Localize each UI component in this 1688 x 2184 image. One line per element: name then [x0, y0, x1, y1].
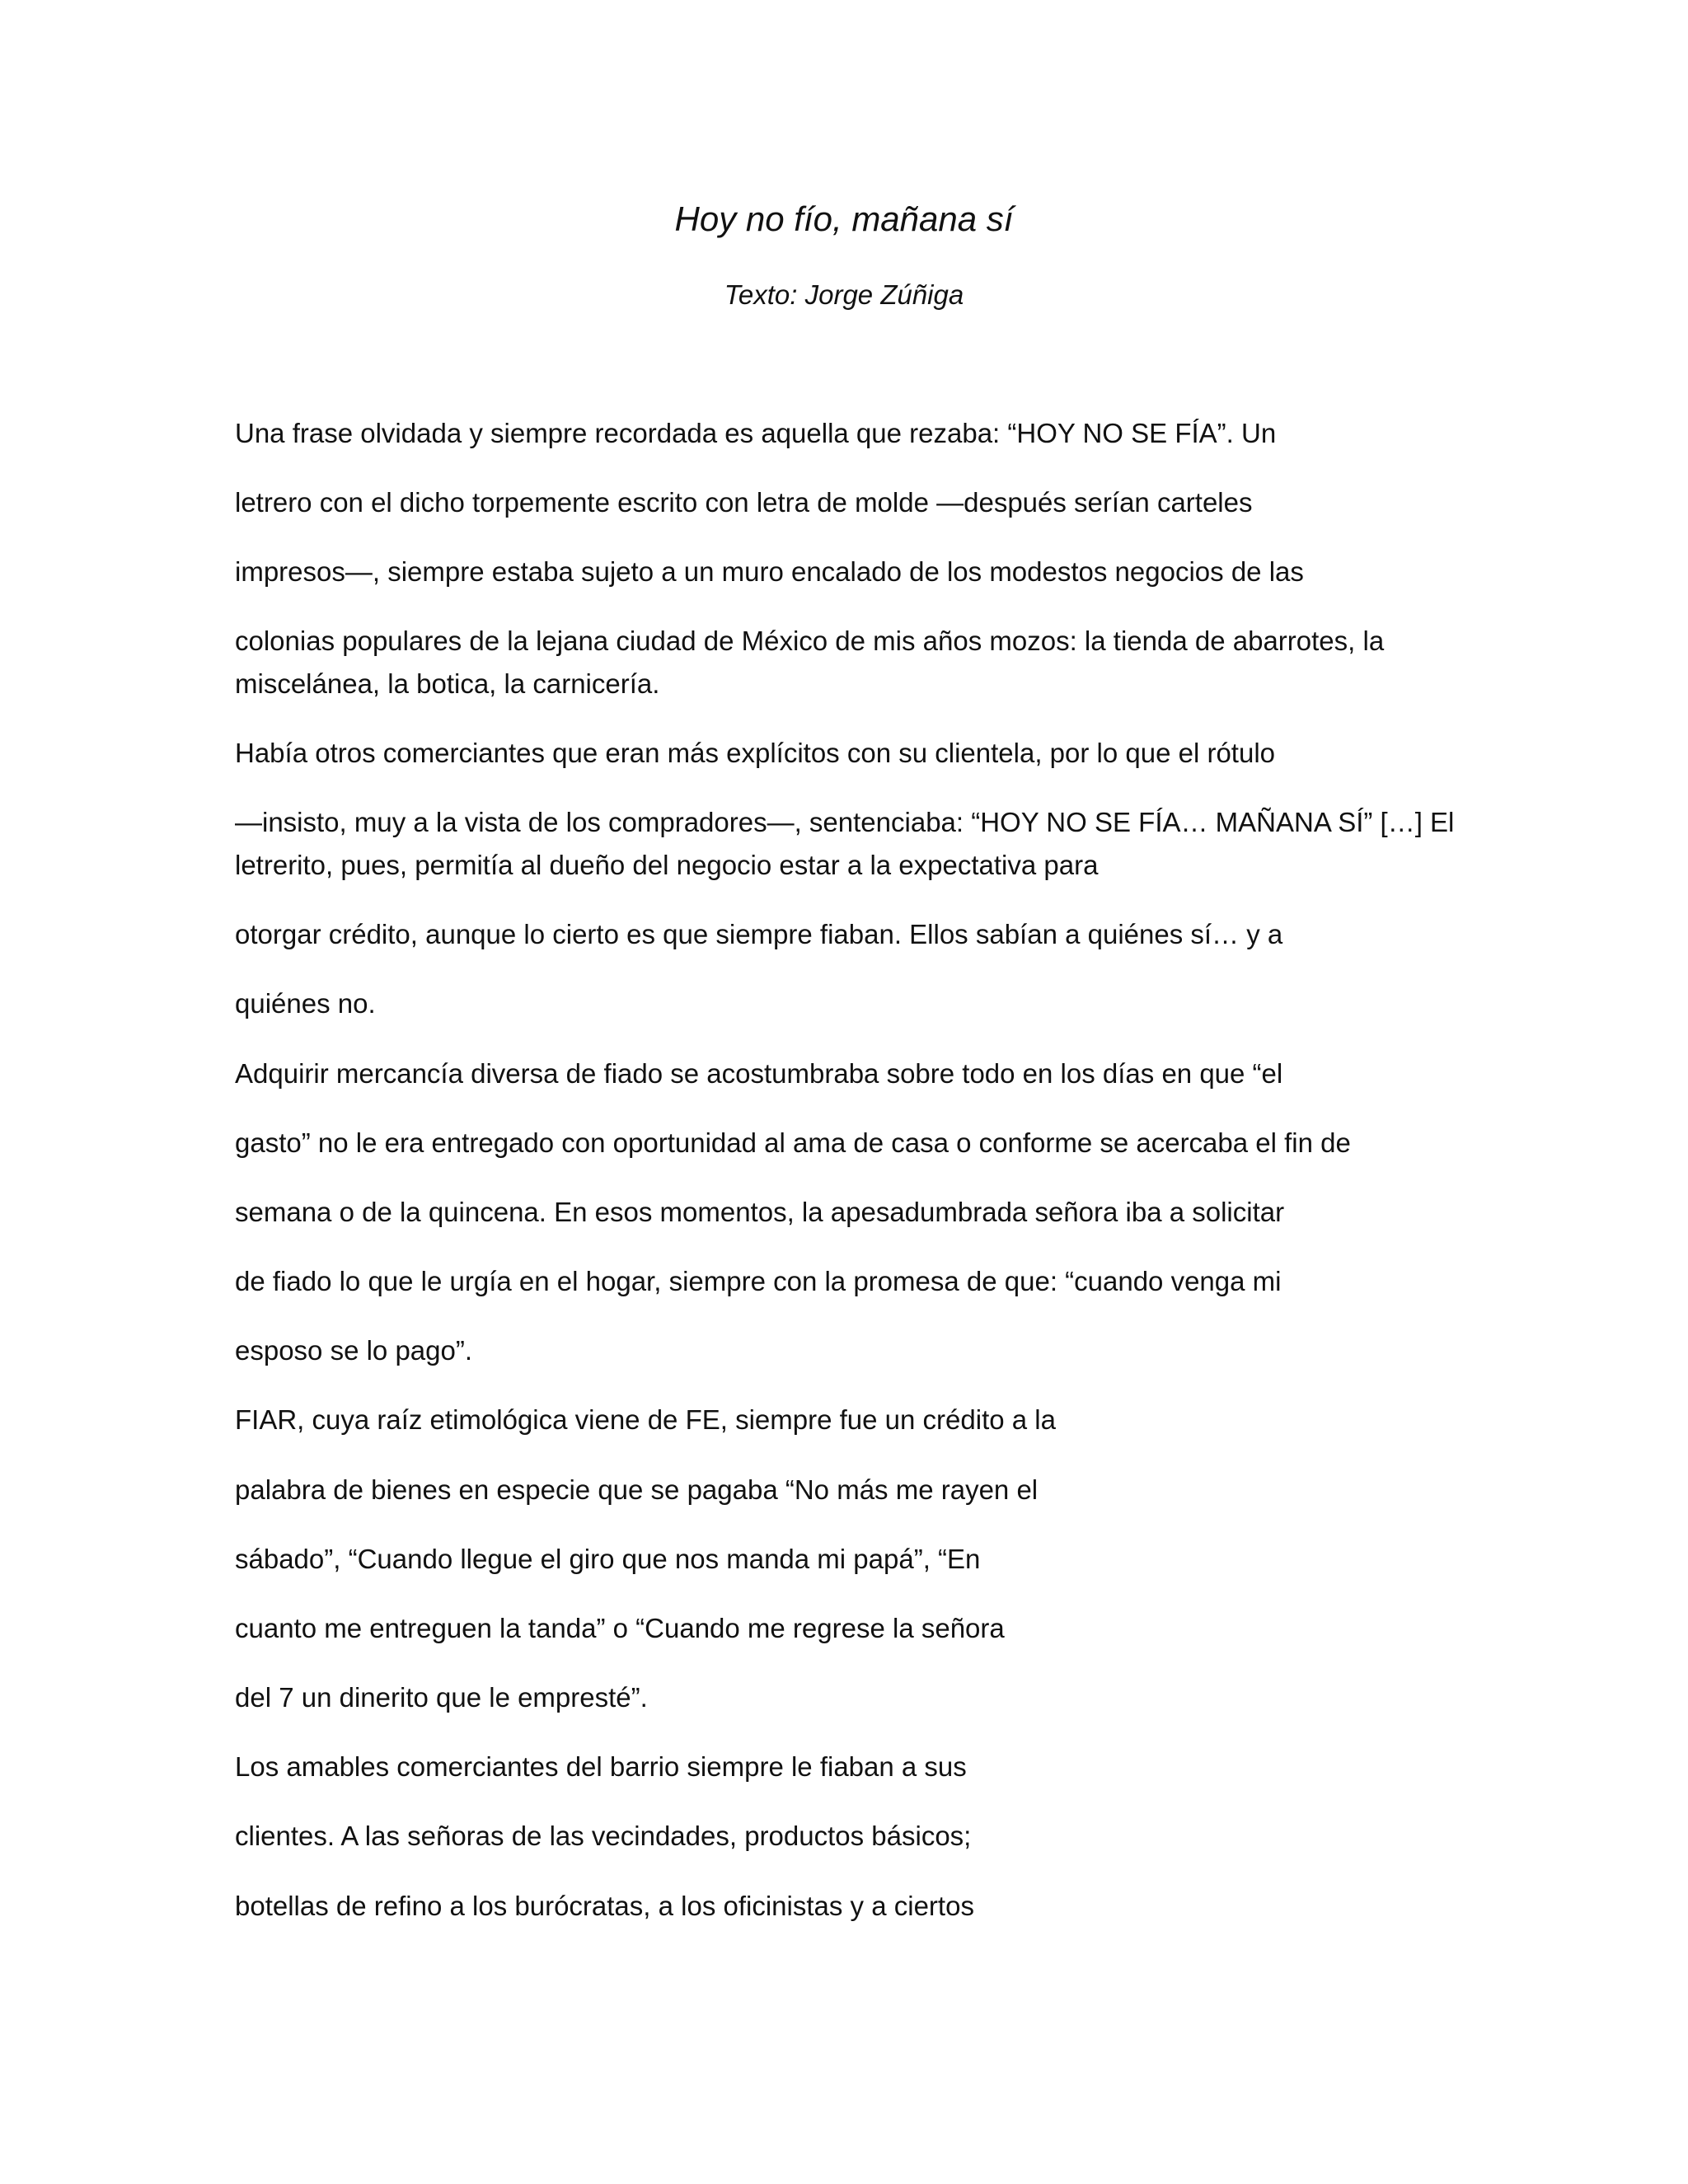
body-text-line: miscelánea, la botica, la carnicería.	[235, 668, 660, 699]
body-text-line: cuanto me entreguen la tanda” o “Cuando me regrese la señora	[235, 1613, 1005, 1643]
body-text-line: del 7 un dinerito que le empresté”.	[235, 1682, 648, 1713]
body-text-line: botellas de refino a los burócratas, a los oficinistas y a ciertos	[235, 1891, 974, 1921]
body-text-line: impresos—, siempre estaba sujeto a un muro encalado de los modestos negocios de las	[235, 556, 1304, 587]
body-text-line: FIAR, cuya raíz etimológica viene de FE, siempre fue un crédito a la	[235, 1404, 1056, 1435]
body-text-line: semana o de la quincena. En esos momentos, la apesadumbrada señora iba a solicitar	[235, 1197, 1285, 1227]
body-text-line: —insisto, muy a la vista de los compradores—, sentenciaba: “HOY NO SE FÍA… MAÑANA SÍ” […] El	[235, 807, 1455, 837]
body-text-line: Los amables comerciantes del barrio siempre le fiaban a sus	[235, 1751, 967, 1782]
body-text-line: otorgar crédito, aunque lo cierto es que siempre fiaban. Ellos sabían a quiénes sí… y a	[235, 919, 1283, 949]
document-title: Hoy no fío, mañana sí	[674, 199, 1014, 238]
body-text-line: letrerito, pues, permitía al dueño del negocio estar a la expectativa para	[235, 850, 1099, 880]
body-text-line: gasto” no le era entregado con oportunidad al ama de casa o conforme se acercaba el fin de	[235, 1127, 1351, 1158]
body-text-line: Una frase olvidada y siempre recordada es aquella que rezaba: “HOY NO SE FÍA”. Un	[235, 418, 1277, 448]
body-text-line: quiénes no.	[235, 988, 376, 1019]
body-text-line: Adquirir mercancía diversa de fiado se acostumbraba sobre todo en los días en que “el	[235, 1058, 1283, 1089]
body-text-line: clientes. A las señoras de las vecindades, productos básicos;	[235, 1821, 972, 1851]
body-text-line: letrero con el dicho torpemente escrito con letra de molde —después serían carteles	[235, 487, 1253, 518]
body-text-line: Había otros comerciantes que eran más explícitos con su clientela, por lo que el rótulo	[235, 738, 1276, 768]
body-text-line: esposo se lo pago”.	[235, 1335, 473, 1366]
body-text-line: de fiado lo que le urgía en el hogar, siempre con la promesa de que: “cuando venga mi	[235, 1266, 1282, 1296]
body-text-line: sábado”, “Cuando llegue el giro que nos manda mi papá”, “En	[235, 1544, 981, 1574]
body-text-line: colonias populares de la lejana ciudad de México de mis años mozos: la tienda de abarrotes, la	[235, 626, 1385, 656]
body-text-line: palabra de bienes en especie que se pagaba “No más me rayen el	[235, 1474, 1039, 1505]
document-byline: Texto: Jorge Zúñiga	[724, 279, 964, 310]
